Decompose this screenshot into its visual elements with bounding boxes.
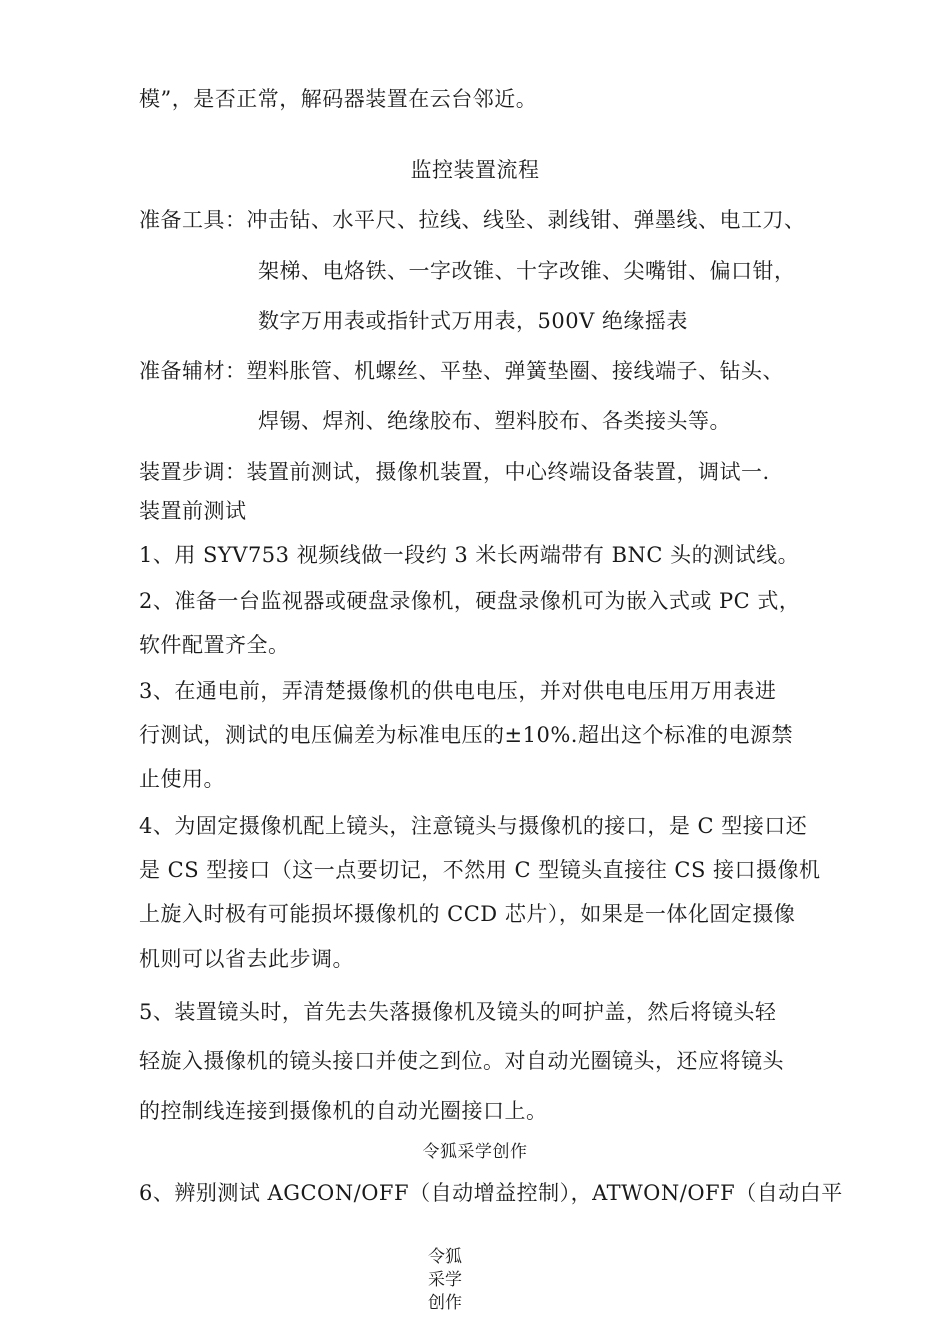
step-3: 止使用。	[139, 767, 225, 791]
step-2: 软件配置齐全。	[139, 633, 290, 657]
subheading-pretest: 装置前测试	[139, 499, 247, 523]
step-4: 4、为固定摄像机配上镜头，注意镜头与摄像机的接口，是 C 型接口还	[139, 814, 808, 838]
step-4: 是 CS 型接口（这一点要切记，不然用 C 型镜头直接往 CS 接口摄像机	[139, 858, 821, 882]
section-title: 监控装置流程	[410, 158, 540, 182]
text-line-tools: 数字万用表或指针式万用表，500V 绝缘摇表	[258, 309, 688, 333]
step-1: 1、用 SYV753 视频线做一段约 3 米长两端带有 BNC 头的测试线。	[139, 543, 800, 567]
step-2: 2、准备一台监视器或硬盘录像机，硬盘录像机可为嵌入式或 PC 式，	[139, 589, 801, 613]
step-4: 机则可以省去此步调。	[139, 947, 354, 971]
step-5: 的控制线连接到摄像机的自动光圈接口上。	[139, 1099, 548, 1123]
text-line-continuation: 模”，是否正常，解码器装置在云台邻近。	[139, 87, 538, 111]
step-3: 3、在通电前，弄清楚摄像机的供电电压，并对供电电压用万用表进	[139, 679, 777, 703]
step-5: 5、装置镜头时，首先去失落摄像机及镜头的呵护盖，然后将镜头轻	[139, 1000, 777, 1024]
text-line-materials: 准备辅材：塑料胀管、机螺丝、平垫、弹簧垫圈、接线端子、钻头、	[139, 359, 784, 383]
author-note: 令狐采学创作	[422, 1142, 528, 1162]
text-line-tools: 准备工具：冲击钻、水平尺、拉线、线坠、剥线钳、弹墨线、电工刀、	[139, 208, 806, 232]
text-line-materials: 焊锡、焊剂、绝缘胶布、塑料胶布、各类接头等。	[258, 409, 731, 433]
footer-line: 创作	[428, 1293, 462, 1313]
text-line-steps: 装置步调：装置前测试，摄像机装置，中心终端设备装置，调试一.	[139, 460, 770, 484]
footer-line: 令狐	[428, 1247, 462, 1267]
step-4: 上旋入时极有可能损坏摄像机的 CCD 芯片），如果是一体化固定摄像	[139, 902, 796, 926]
step-5: 轻旋入摄像机的镜头接口并使之到位。对自动光圈镜头，还应将镜头	[139, 1049, 784, 1073]
footer-stamp	[0, 1246, 890, 1315]
step-6: 6、辨别测试 AGCON/OFF（自动增益控制），ATWON/OFF（自动白平	[139, 1181, 843, 1205]
text-line-tools: 架梯、电烙铁、一字改锥、十字改锥、尖嘴钳、偏口钳，	[258, 259, 796, 283]
footer-line: 采学	[428, 1270, 462, 1290]
step-3: 行测试，测试的电压偏差为标准电压的±10%.超出这个标准的电源禁	[139, 723, 793, 747]
